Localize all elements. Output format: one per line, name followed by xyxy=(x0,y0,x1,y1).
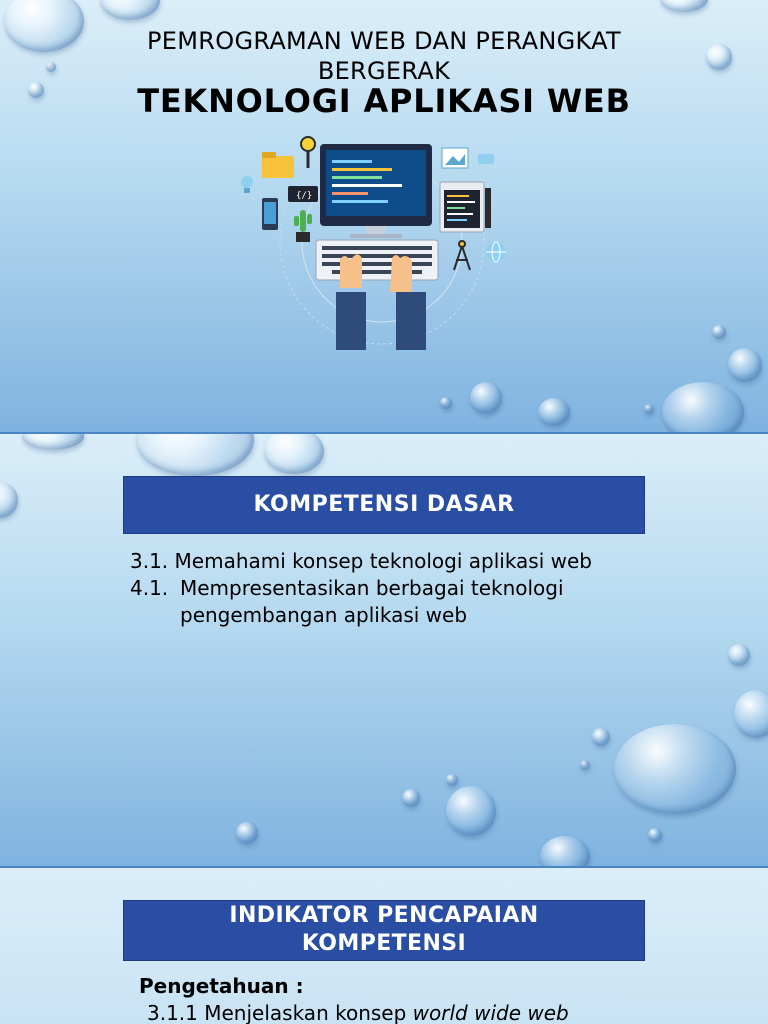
svg-text:{/}: {/} xyxy=(296,191,313,201)
keyboard-icon xyxy=(316,240,438,280)
water-drop xyxy=(22,434,84,450)
water-drop xyxy=(540,836,590,866)
water-drop xyxy=(660,0,708,12)
water-drop xyxy=(614,724,736,814)
water-drop xyxy=(580,760,590,770)
code-window-icon xyxy=(440,182,491,232)
cactus-icon xyxy=(294,210,312,242)
item-number: 3.1. xyxy=(130,549,169,573)
image-icon xyxy=(442,148,468,168)
item-text: Mempresentasikan berbagai teknologi pengembangan aplikasi web xyxy=(180,576,564,627)
slide-title xyxy=(0,0,768,432)
water-drop xyxy=(440,397,452,409)
banner-line: KOMPETENSI xyxy=(301,931,467,956)
water-drop xyxy=(4,0,84,52)
water-drop xyxy=(706,44,732,70)
water-drop xyxy=(28,82,44,98)
water-drop xyxy=(264,434,324,474)
web-developer-illustration xyxy=(232,132,532,352)
slide-indikator xyxy=(0,868,768,1024)
water-drop xyxy=(662,382,744,432)
list-item xyxy=(130,548,650,575)
kompetensi-list xyxy=(130,548,650,629)
water-drop xyxy=(592,728,610,746)
water-drop xyxy=(538,398,570,426)
water-drop xyxy=(712,325,726,339)
water-drop xyxy=(446,786,496,836)
item-text: Memahami konsep teknologi aplikasi web xyxy=(174,549,593,573)
magnifier-icon xyxy=(301,137,315,168)
indicator-line xyxy=(147,1001,569,1024)
section-heading: Pengetahuan : xyxy=(139,974,304,998)
water-drop xyxy=(728,644,750,666)
indicator-text: Menjelaskan konsep xyxy=(204,1001,407,1024)
water-drop xyxy=(0,482,18,518)
water-drop xyxy=(648,828,662,842)
banner-line: INDIKATOR PENCAPAIAN xyxy=(229,903,539,928)
water-drop xyxy=(644,404,654,414)
kompetensi-dasar-banner: KOMPETENSI DASAR xyxy=(123,476,645,534)
water-drop xyxy=(734,690,768,738)
water-drop xyxy=(136,434,254,476)
water-drop xyxy=(470,382,502,414)
monitor-icon xyxy=(320,144,432,238)
water-drop xyxy=(236,822,258,844)
water-drop xyxy=(46,62,56,72)
chat-bubble-icon xyxy=(478,154,494,164)
water-drop xyxy=(100,0,160,20)
indicator-number: 3.1.1 xyxy=(147,1001,198,1024)
water-drop xyxy=(446,774,458,786)
lightbulb-icon xyxy=(241,176,253,193)
indikator-banner xyxy=(123,900,645,961)
folder-icon xyxy=(262,152,294,178)
list-item xyxy=(130,575,650,629)
compass-icon xyxy=(454,241,470,270)
slide-kompetensi-dasar xyxy=(0,434,768,866)
water-drop xyxy=(728,348,762,382)
indicator-term: world wide web xyxy=(412,1001,569,1024)
item-number: 4.1. xyxy=(130,576,169,600)
slide-title-text: TEKNOLOGI APLIKASI WEB xyxy=(137,82,631,120)
slide-subtitle: PEMROGRAMAN WEB DAN PERANGKAT BERGERAK xyxy=(147,27,621,85)
globe-icon xyxy=(486,242,506,262)
water-drop xyxy=(402,789,420,807)
